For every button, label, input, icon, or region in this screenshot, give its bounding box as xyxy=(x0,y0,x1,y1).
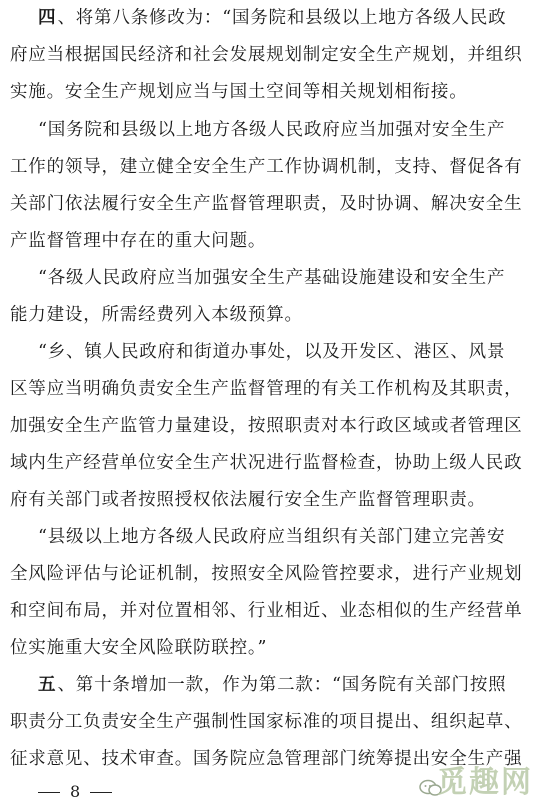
watermark-logo-text: 觅趣网 xyxy=(437,765,533,800)
text-line: 全风险评估与论证机制，按照安全风险管控要求，进行产业规划 xyxy=(10,564,523,584)
text-line: 工作的领导，建立健全安全生产工作协调机制，支持、督促各有 xyxy=(10,157,523,177)
dash-left xyxy=(38,792,60,793)
page-number-value: 8 xyxy=(70,782,81,801)
page-number xyxy=(28,782,122,802)
dash-right xyxy=(90,792,112,793)
text-line: 加强安全生产监管力量建设，按照职责对本行政区域或者管理区 xyxy=(10,416,523,436)
text-line: “各级人民政府应当加强安全生产基础设施建设和安全生产 xyxy=(38,268,506,288)
text-line: “县级以上地方各级人民政府应当组织有关部门建立完善安 xyxy=(38,527,506,547)
text-line: 位实施重大安全风险联防联控。” xyxy=(10,638,268,658)
text-line xyxy=(38,673,545,697)
text-line: 职责分工负责安全生产强制性国家标准的项目提出、组织起草、 xyxy=(10,712,523,732)
text-line: “乡、镇人民政府和街道办事处，以及开发区、港区、风景 xyxy=(38,342,506,362)
line-rest: 、第十条增加一款，作为第二款：“国务院有关部门按照 xyxy=(57,675,507,695)
text-line xyxy=(38,6,545,30)
text-line: 府有关部门或者按照授权依法履行安全生产监督管理职责。 xyxy=(10,490,486,510)
bold-prefix: 四 xyxy=(38,8,58,28)
text-line: 府应当根据国民经济和社会发展规划制定安全生产规划，并组织 xyxy=(10,45,523,65)
bold-prefix: 五 xyxy=(38,675,58,695)
line-rest: 、将第八条修改为：“国务院和县级以上地方各级人民政 xyxy=(57,8,507,28)
text-line: 实施。安全生产规划应当与国土空间等相关规划相衔接。 xyxy=(10,82,468,102)
text-line: 征求意见、技术审查。国务院应急管理部门统筹提出安全生产强 xyxy=(10,749,523,769)
text-line: 能力建设，所需经费列入本级预算。 xyxy=(10,305,303,325)
text-line: 关部门依法履行安全生产监督管理职责，及时协调、解决安全生 xyxy=(10,194,523,214)
text-line: 区等应当明确负责安全生产监督管理的有关工作机构及其职责， xyxy=(10,379,523,399)
text-line: 产监督管理中存在的重大问题。 xyxy=(10,231,267,251)
text-line: 和空间布局，并对位置相邻、行业相近、业态相似的生产经营单 xyxy=(10,601,523,621)
watermark xyxy=(419,760,539,806)
text-line: 域内生产经营单位安全生产状况进行监督检查，协助上级人民政 xyxy=(10,453,523,473)
text-line: “国务院和县级以上地方各级人民政府应当加强对安全生产 xyxy=(38,120,506,140)
